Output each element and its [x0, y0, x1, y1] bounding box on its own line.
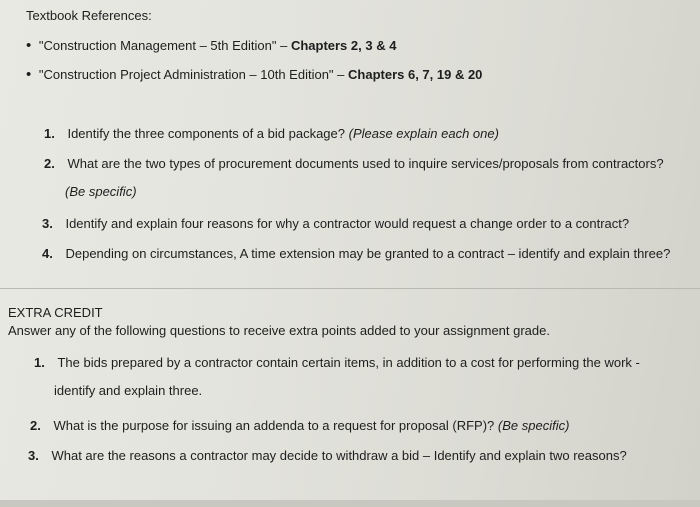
question-number: 2. — [30, 418, 41, 433]
question-item — [42, 216, 629, 231]
extra-question-item — [34, 355, 640, 370]
question-item — [44, 126, 499, 141]
question-number: 3. — [42, 216, 53, 231]
question-text: Identify and explain four reasons for why a contractor would request a change order to a contract? — [65, 216, 630, 231]
question-text: Depending on circumstances, A time extension may be granted to a contract – identify and explain three? — [65, 246, 671, 261]
extra-question-item — [30, 418, 569, 433]
question-number: 1. — [34, 355, 45, 370]
references-title: Textbook References: — [26, 8, 152, 23]
question-text: The bids prepared by a contractor contain certain items, in addition to a cost for performing the work - — [57, 355, 640, 370]
question-text: What is the purpose for issuing an addenda to a request for proposal (RFP)? — [53, 418, 498, 433]
question-item — [42, 246, 670, 261]
bullet-icon: • — [26, 66, 32, 83]
question-text: What are the reasons a contractor may decide to withdraw a bid – Identify and explain two reasons? — [51, 448, 627, 463]
question-number: 3. — [28, 448, 39, 463]
question-text: Identify the three components of a bid package? — [67, 126, 349, 141]
question-number: 2. — [44, 156, 55, 171]
extra-credit-instructions: Answer any of the following questions to receive extra points added to your assignment grade. — [8, 323, 550, 338]
question-number: 1. — [44, 126, 55, 141]
extra-question-item — [28, 448, 627, 463]
reference-chapters: Chapters 6, 7, 19 & 20 — [348, 67, 483, 82]
question-text: What are the two types of procurement documents used to inquire services/proposals from contractors? — [67, 156, 664, 171]
question-continuation: (Be specific) — [65, 184, 137, 199]
reference-item — [26, 37, 396, 54]
reference-item — [26, 66, 482, 83]
reference-chapters: Chapters 2, 3 & 4 — [290, 38, 397, 53]
question-item — [44, 156, 664, 171]
reference-text: "Construction Project Administration – 10th Edition" – — [38, 67, 349, 82]
question-continuation: identify and explain three. — [54, 383, 203, 398]
question-hint: (Be specific) — [497, 418, 570, 433]
bullet-icon: • — [26, 37, 32, 54]
page-bottom-edge — [0, 500, 700, 507]
question-hint: (Please explain each one) — [348, 126, 499, 141]
question-number: 4. — [42, 246, 53, 261]
reference-text: "Construction Management – 5th Edition" – — [38, 38, 291, 53]
extra-credit-heading: EXTRA CREDIT — [8, 305, 103, 320]
section-divider — [0, 288, 700, 289]
